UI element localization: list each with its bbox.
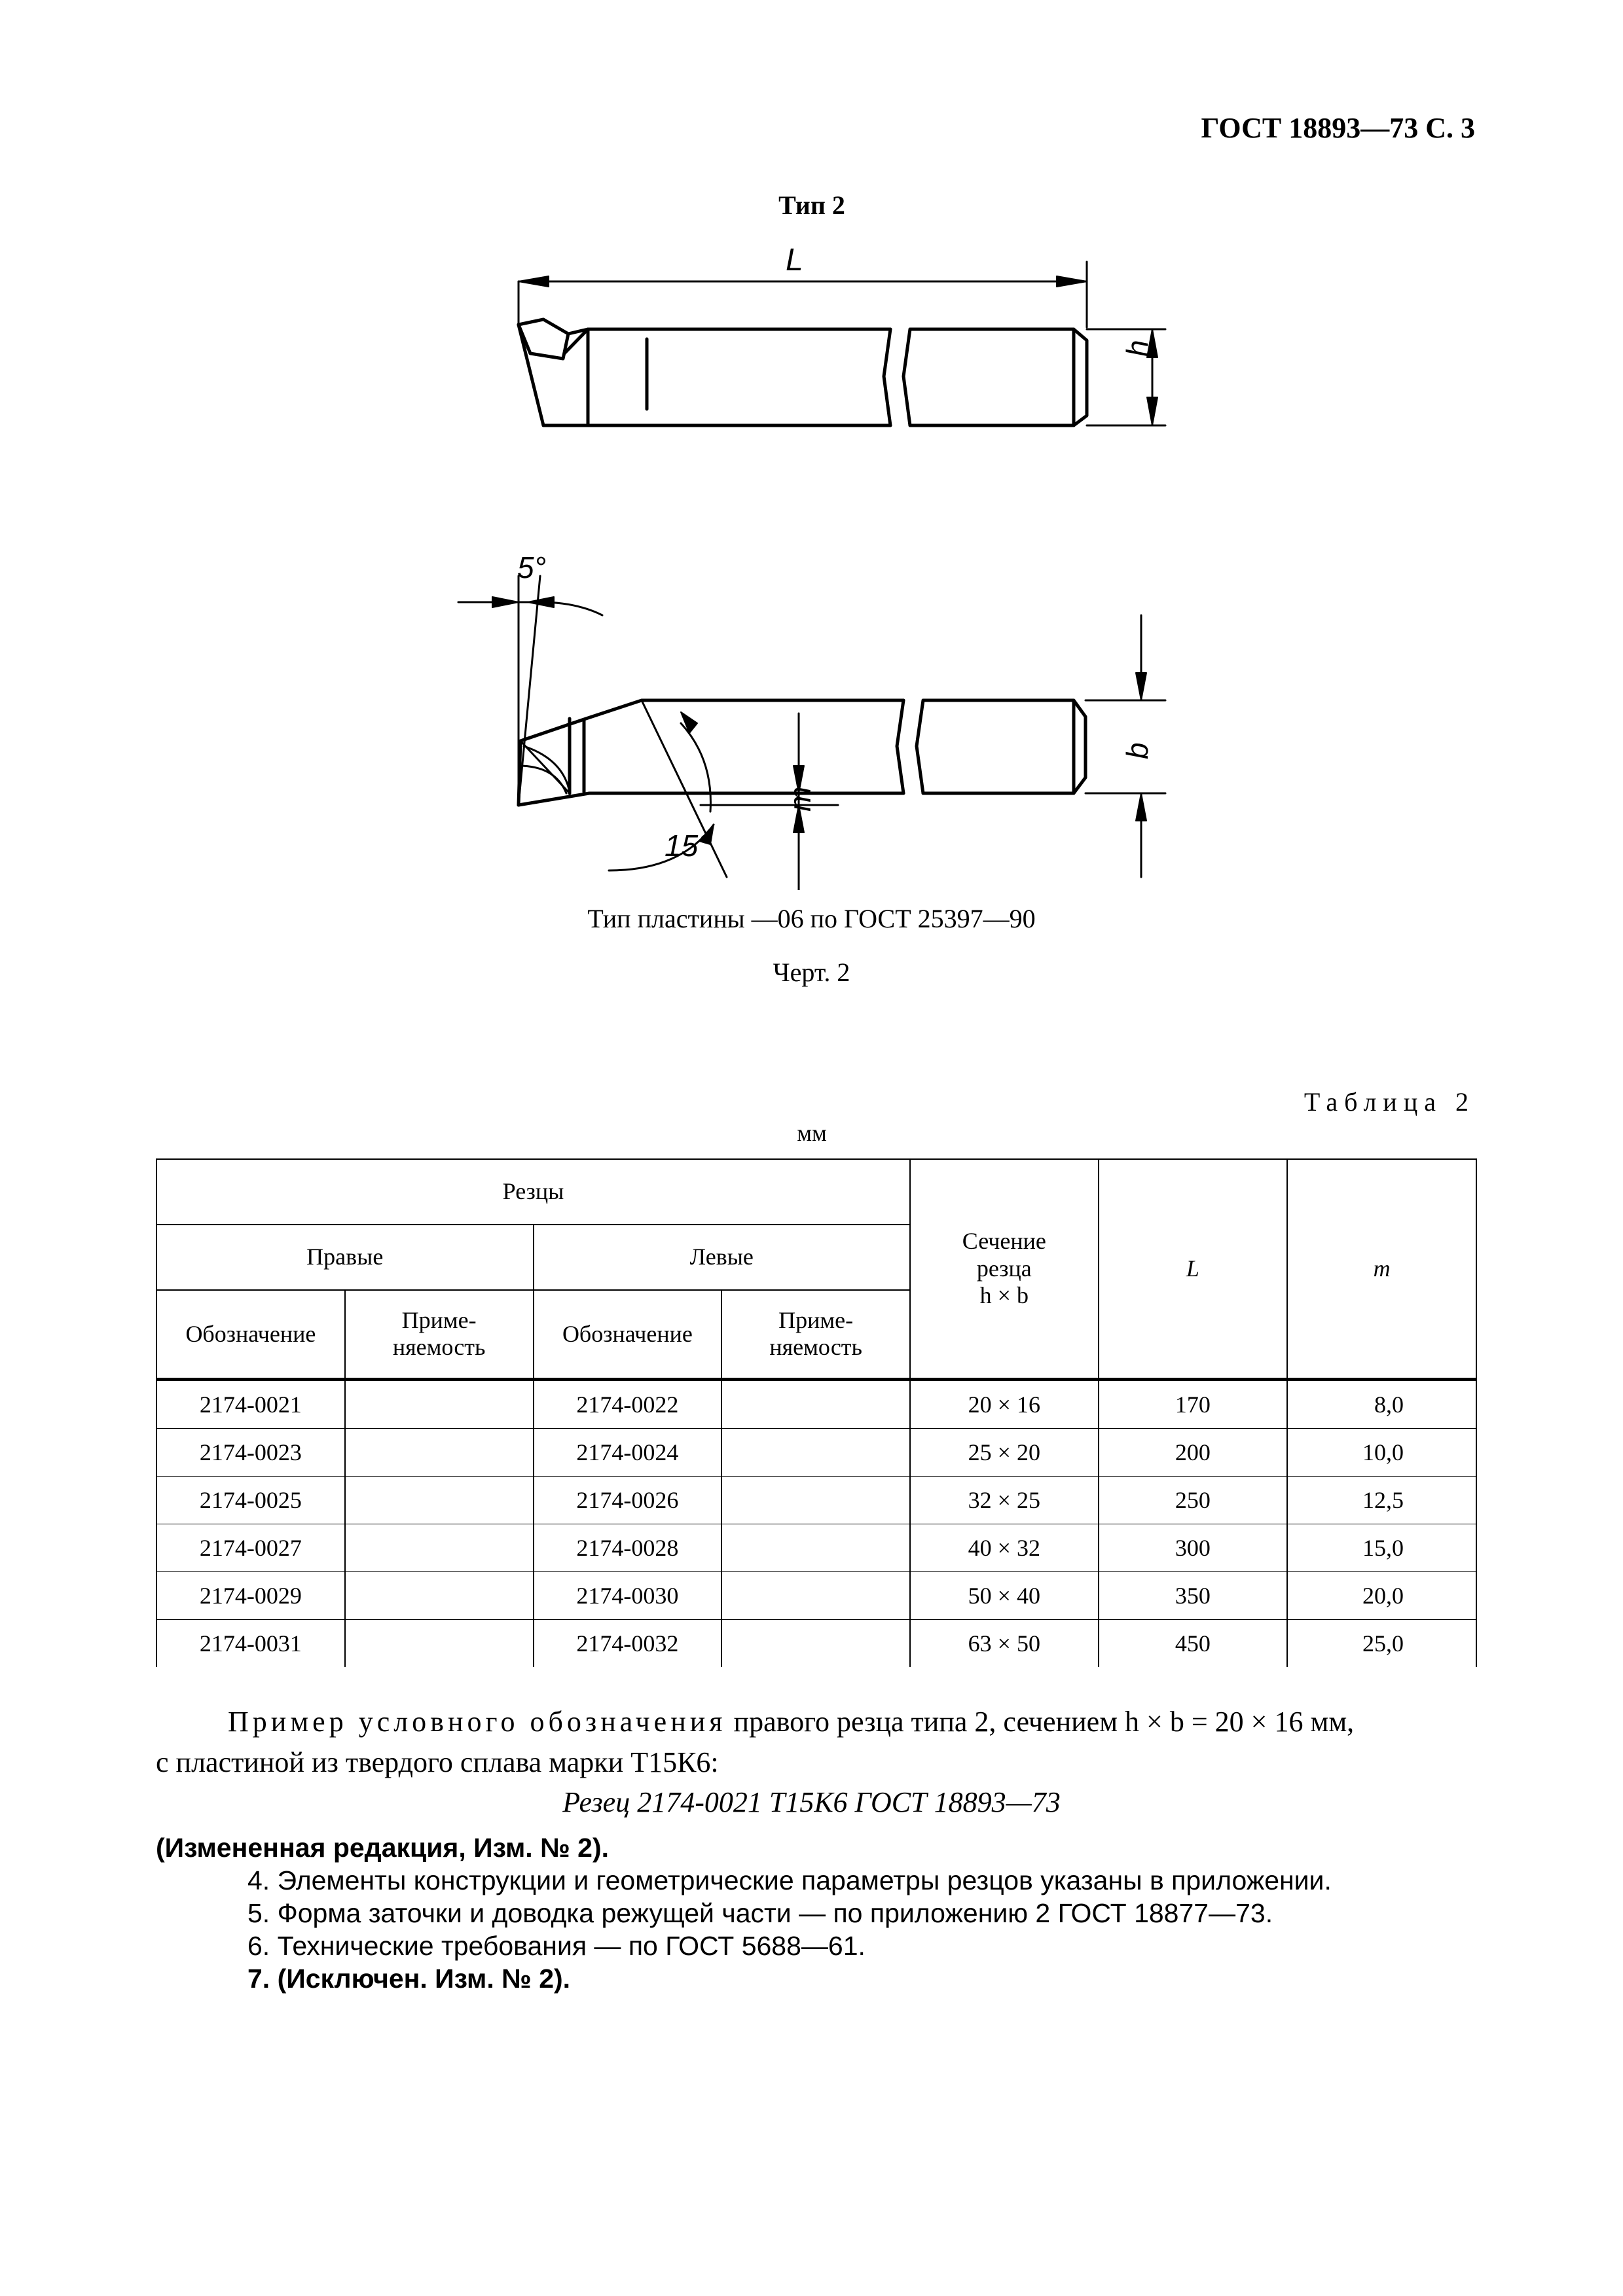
cell-right-applicability	[345, 1524, 534, 1571]
cell-right-designation: 2174-0021	[156, 1379, 345, 1428]
cell-m: 20,0	[1287, 1571, 1476, 1619]
dimension-b-label: b	[1120, 742, 1154, 759]
item-6: 6. Технические требования — по ГОСТ 5688—61.	[247, 1931, 866, 1961]
item-7: 7. (Исключен. Изм. № 2).	[247, 1964, 571, 1994]
cell-section: 50 × 40	[910, 1571, 1099, 1619]
example-paragraph	[156, 1702, 1477, 1784]
plate-type-caption: Тип пластины —06 по ГОСТ 25397—90	[587, 904, 1036, 933]
cell-L: 450	[1099, 1619, 1288, 1667]
cell-L: 200	[1099, 1428, 1288, 1476]
table-row	[156, 1379, 1476, 1428]
header-right-applicability: Приме- няемость	[345, 1290, 534, 1379]
cell-left-applicability	[721, 1476, 910, 1524]
cell-m: 12,5	[1287, 1476, 1476, 1524]
header-right-designation: Обозначение	[156, 1290, 345, 1379]
cell-right-designation: 2174-0023	[156, 1428, 345, 1476]
cell-m: 15,0	[1287, 1524, 1476, 1571]
cell-left-applicability	[721, 1619, 910, 1667]
table-row	[156, 1524, 1476, 1571]
cell-section: 20 × 16	[910, 1379, 1099, 1428]
header-left: Левые	[534, 1225, 911, 1290]
cell-right-designation: 2174-0029	[156, 1571, 345, 1619]
header-left-applicability: Приме- няемость	[721, 1290, 910, 1379]
cell-right-applicability	[345, 1379, 534, 1428]
cell-right-applicability	[345, 1476, 534, 1524]
cell-section: 40 × 32	[910, 1524, 1099, 1571]
cell-L: 300	[1099, 1524, 1288, 1571]
cutter-table	[156, 1158, 1477, 1667]
cell-left-designation: 2174-0026	[534, 1476, 722, 1524]
header-cutters: Резцы	[156, 1159, 910, 1225]
cutter-top-view	[445, 550, 1178, 890]
cell-L: 170	[1099, 1379, 1288, 1428]
page-header: ГОСТ 18893—73 С. 3	[1201, 112, 1475, 144]
cell-left-designation: 2174-0030	[534, 1571, 722, 1619]
amended-note: (Измененная редакция, Изм. № 2).	[156, 1833, 610, 1863]
dimension-m-label: m	[783, 786, 817, 812]
cell-left-applicability	[721, 1379, 910, 1428]
cell-right-designation: 2174-0025	[156, 1476, 345, 1524]
cell-left-applicability	[721, 1524, 910, 1571]
dimension-h-label: h	[1120, 340, 1154, 357]
example-lead: Пример условного обозначения	[228, 1706, 727, 1738]
table-row	[156, 1571, 1476, 1619]
table-row	[156, 1476, 1476, 1524]
header-section: Сечение резца h × b	[910, 1159, 1099, 1379]
cell-left-applicability	[721, 1571, 910, 1619]
cell-left-designation: 2174-0024	[534, 1428, 722, 1476]
type-title: Тип 2	[778, 190, 845, 220]
cell-m: 8,0	[1287, 1379, 1476, 1428]
cutter-side-view	[498, 242, 1192, 452]
cell-right-applicability	[345, 1428, 534, 1476]
angle-15-label: 15°	[665, 829, 710, 863]
cell-left-designation: 2174-0032	[534, 1619, 722, 1667]
cell-L: 250	[1099, 1476, 1288, 1524]
cell-m: 10,0	[1287, 1428, 1476, 1476]
header-left-designation: Обозначение	[534, 1290, 722, 1379]
cell-section: 25 × 20	[910, 1428, 1099, 1476]
table-name: Таблица 2	[1304, 1087, 1475, 1117]
cell-section: 63 × 50	[910, 1619, 1099, 1667]
header-m: m	[1287, 1159, 1476, 1379]
item-5: 5. Форма заточки и доводка режущей части — по приложению 2 ГОСТ 18877—73.	[247, 1898, 1273, 1928]
table-units: мм	[797, 1120, 827, 1146]
item-4: 4. Элементы конструкции и геометрические параметры резцов указаны в приложении.	[247, 1865, 1332, 1895]
figure-caption: Черт. 2	[773, 958, 850, 987]
cell-L: 350	[1099, 1571, 1288, 1619]
cell-left-designation: 2174-0028	[534, 1524, 722, 1571]
cell-right-applicability	[345, 1619, 534, 1667]
cell-section: 32 × 25	[910, 1476, 1099, 1524]
table-row	[156, 1428, 1476, 1476]
cell-m: 25,0	[1287, 1619, 1476, 1667]
header-right: Правые	[156, 1225, 534, 1290]
angle-5-label: 5°	[517, 550, 546, 584]
dimension-L-label: L	[786, 243, 803, 278]
example-designation: Резец 2174-0021 Т15К6 ГОСТ 18893—73	[562, 1786, 1061, 1818]
cell-right-applicability	[345, 1571, 534, 1619]
example-line2: с пластиной из твердого сплава марки Т15К6:	[156, 1746, 719, 1779]
example-rest: правого резца типа 2, сечением h × b = 20 × 16 мм,	[726, 1706, 1355, 1738]
cell-right-designation: 2174-0031	[156, 1619, 345, 1667]
cell-left-designation: 2174-0022	[534, 1379, 722, 1428]
cell-left-applicability	[721, 1428, 910, 1476]
table-row	[156, 1619, 1476, 1667]
header-L: L	[1099, 1159, 1288, 1379]
cell-right-designation: 2174-0027	[156, 1524, 345, 1571]
